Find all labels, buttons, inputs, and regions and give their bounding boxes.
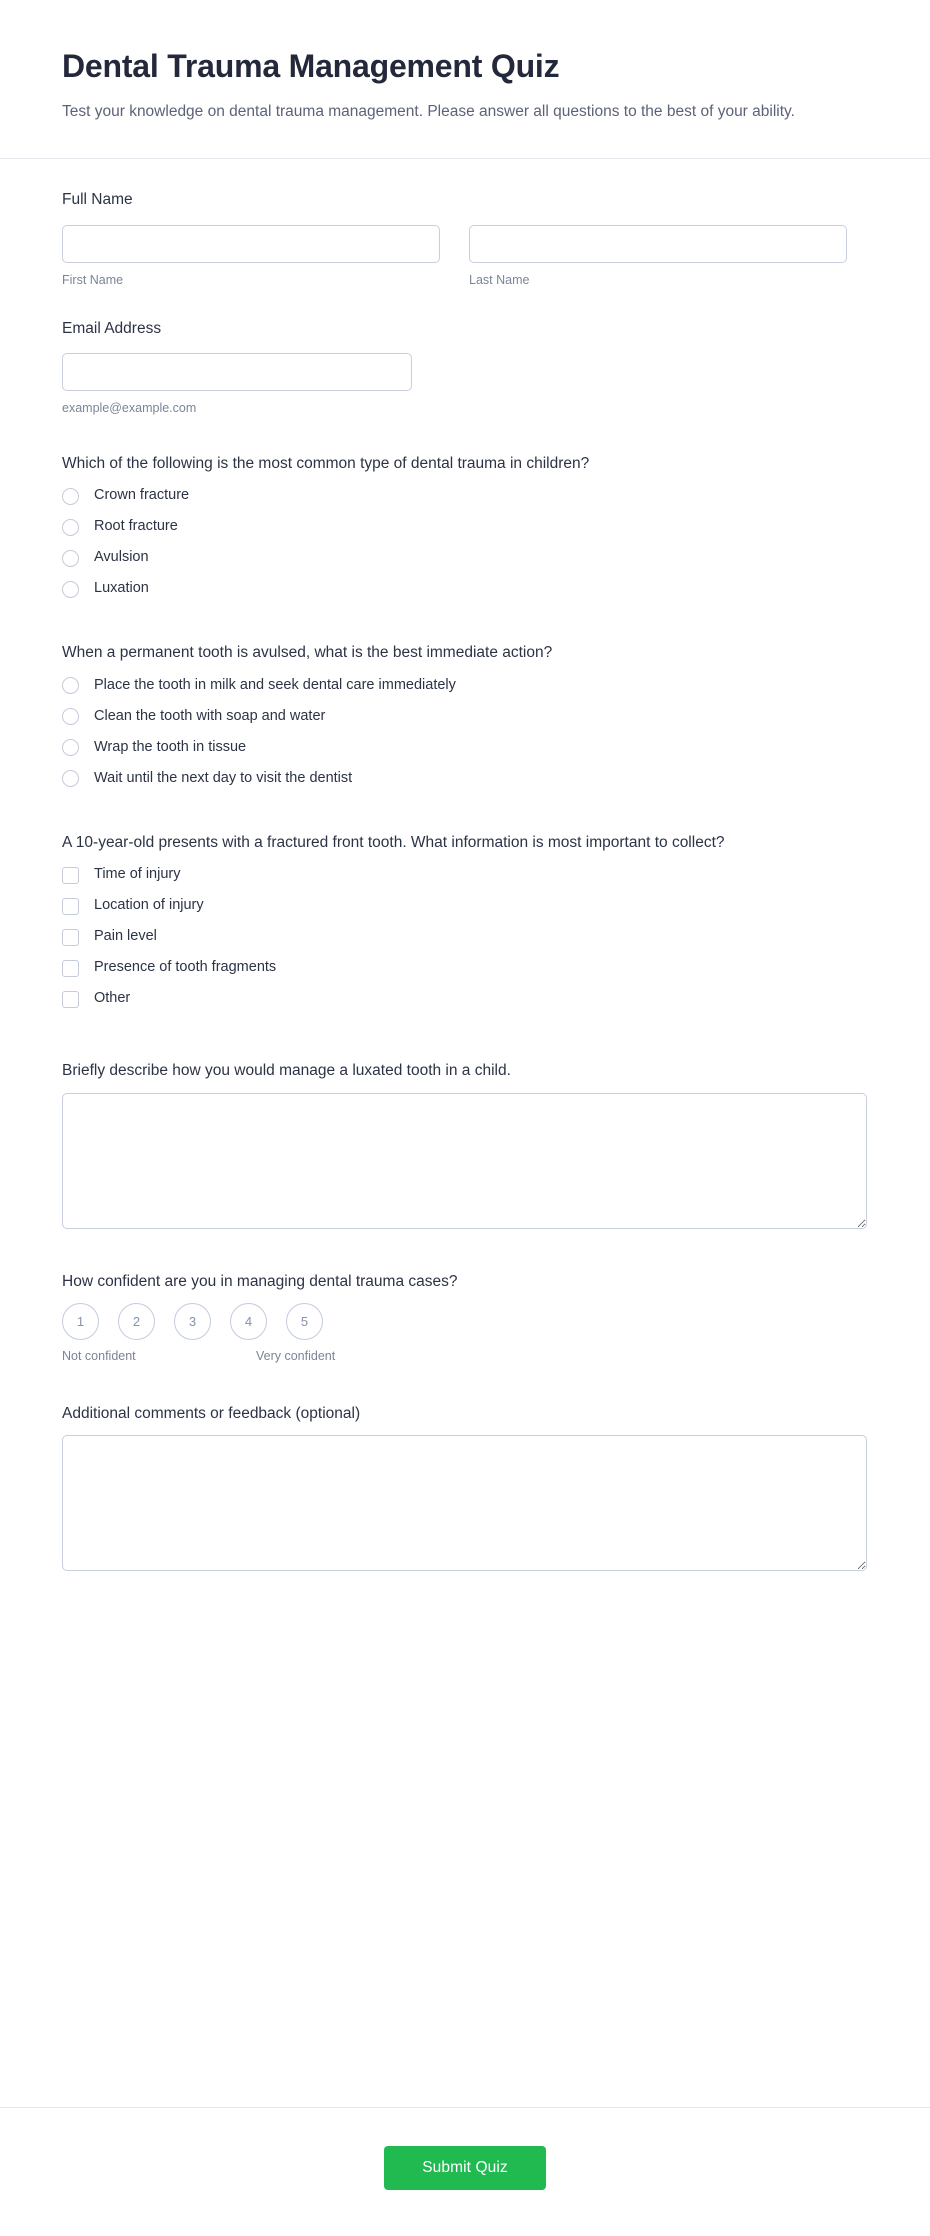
scale-option-5[interactable]: 5 <box>286 1303 323 1340</box>
spacer <box>62 1571 868 1601</box>
radio-icon[interactable] <box>62 550 79 567</box>
q2-option-0[interactable] <box>62 675 868 697</box>
q5-scale-legend <box>62 1349 362 1367</box>
q2-option-1[interactable] <box>62 706 868 728</box>
radio-icon[interactable] <box>62 519 79 536</box>
q6-label: Additional comments or feedback (optional) <box>62 1405 361 1423</box>
scale-option-4[interactable]: 4 <box>230 1303 267 1340</box>
form-header <box>0 0 930 159</box>
form-body <box>0 159 930 2107</box>
q1-option-label: Luxation <box>94 580 149 597</box>
q5-label: How confident are you in managing dental trauma cases? <box>62 1272 458 1290</box>
q1-option-3[interactable] <box>62 578 868 600</box>
submit-quiz-button[interactable]: Submit Quiz <box>384 2146 546 2190</box>
q1-option-label: Root fracture <box>94 518 178 535</box>
q3-option-label: Presence of tooth fragments <box>94 959 277 976</box>
spacer <box>62 790 868 832</box>
q5-scale <box>62 1303 868 1367</box>
q1-option-label: Crown fracture <box>94 487 190 504</box>
q5-scale-row <box>62 1303 868 1340</box>
checkbox-icon[interactable] <box>62 867 79 884</box>
q4-label: Briefly describe how you would manage a luxated tooth in a child. <box>62 1062 511 1080</box>
q3-option-label: Pain level <box>94 928 157 945</box>
spacer <box>62 417 868 453</box>
last-name-sublabel: Last Name <box>469 272 530 287</box>
question-q4 <box>62 1060 868 1228</box>
last-name-group <box>469 225 847 288</box>
radio-icon[interactable] <box>62 708 79 725</box>
question-q6 <box>62 1403 868 1571</box>
question-q5 <box>62 1271 868 1367</box>
spacer <box>62 1229 868 1271</box>
email-label: Email Address <box>62 319 162 337</box>
scale-option-2[interactable]: 2 <box>118 1303 155 1340</box>
q1-options <box>62 485 868 600</box>
q1-option-1[interactable] <box>62 516 868 538</box>
q2-options <box>62 675 868 790</box>
q4-textarea[interactable] <box>62 1093 867 1229</box>
q6-textarea[interactable] <box>62 1435 867 1571</box>
form-subtitle: Test your knowledge on dental trauma management. Please answer all questions to the best of your ability. <box>62 102 795 120</box>
checkbox-icon[interactable] <box>62 991 79 1008</box>
spacer <box>62 288 868 318</box>
q2-option-3[interactable] <box>62 768 868 790</box>
radio-icon[interactable] <box>62 677 79 694</box>
question-q1 <box>62 453 868 600</box>
q3-option-4[interactable] <box>62 988 868 1010</box>
q3-option-label: Location of injury <box>94 897 204 914</box>
q1-option-label: Avulsion <box>94 549 149 566</box>
spacer <box>62 1010 868 1060</box>
field-full-name <box>62 189 868 288</box>
q2-label: When a permanent tooth is avulsed, what is the best immediate action? <box>62 644 553 662</box>
scale-low-label: Not confident <box>62 1349 136 1364</box>
q2-option-label: Place the tooth in milk and seek dental care immediately <box>94 676 456 693</box>
question-q3 <box>62 832 868 1010</box>
q2-option-label: Clean the tooth with soap and water <box>94 707 326 724</box>
q3-option-label: Time of injury <box>94 866 181 883</box>
scale-option-1[interactable]: 1 <box>62 1303 99 1340</box>
q3-label: A 10-year-old presents with a fractured front tooth. What information is most important to collect? <box>62 833 725 851</box>
form-footer <box>0 2107 930 2236</box>
first-name-group <box>62 225 440 288</box>
page-title: Dental Trauma Management Quiz <box>62 48 560 84</box>
question-q2 <box>62 642 868 789</box>
q3-option-2[interactable] <box>62 926 868 948</box>
email-sublabel: example@example.com <box>62 401 197 416</box>
last-name-input[interactable] <box>469 225 847 263</box>
q3-option-1[interactable] <box>62 895 868 917</box>
first-name-input[interactable] <box>62 225 440 263</box>
first-name-sublabel: First Name <box>62 272 124 287</box>
full-name-label: Full Name <box>62 191 133 209</box>
q1-option-2[interactable] <box>62 547 868 569</box>
checkbox-icon[interactable] <box>62 960 79 977</box>
q2-option-label: Wrap the tooth in tissue <box>94 738 247 755</box>
scale-high-label: Very confident <box>256 1349 336 1364</box>
radio-icon[interactable] <box>62 581 79 598</box>
q3-options <box>62 864 868 1010</box>
full-name-row <box>62 225 868 288</box>
q1-label: Which of the following is the most common type of dental trauma in children? <box>62 454 590 472</box>
spacer <box>62 1367 868 1403</box>
q3-option-label: Other <box>94 990 131 1007</box>
radio-icon[interactable] <box>62 739 79 756</box>
email-input[interactable] <box>62 353 412 391</box>
radio-icon[interactable] <box>62 770 79 787</box>
radio-icon[interactable] <box>62 488 79 505</box>
q2-option-2[interactable] <box>62 737 868 759</box>
checkbox-icon[interactable] <box>62 898 79 915</box>
scale-option-3[interactable]: 3 <box>174 1303 211 1340</box>
field-email <box>62 318 868 417</box>
q2-option-label: Wait until the next day to visit the dentist <box>94 769 353 786</box>
q1-option-0[interactable] <box>62 485 868 507</box>
checkbox-icon[interactable] <box>62 929 79 946</box>
spacer <box>62 600 868 642</box>
q3-option-0[interactable] <box>62 864 868 886</box>
q3-option-3[interactable] <box>62 957 868 979</box>
